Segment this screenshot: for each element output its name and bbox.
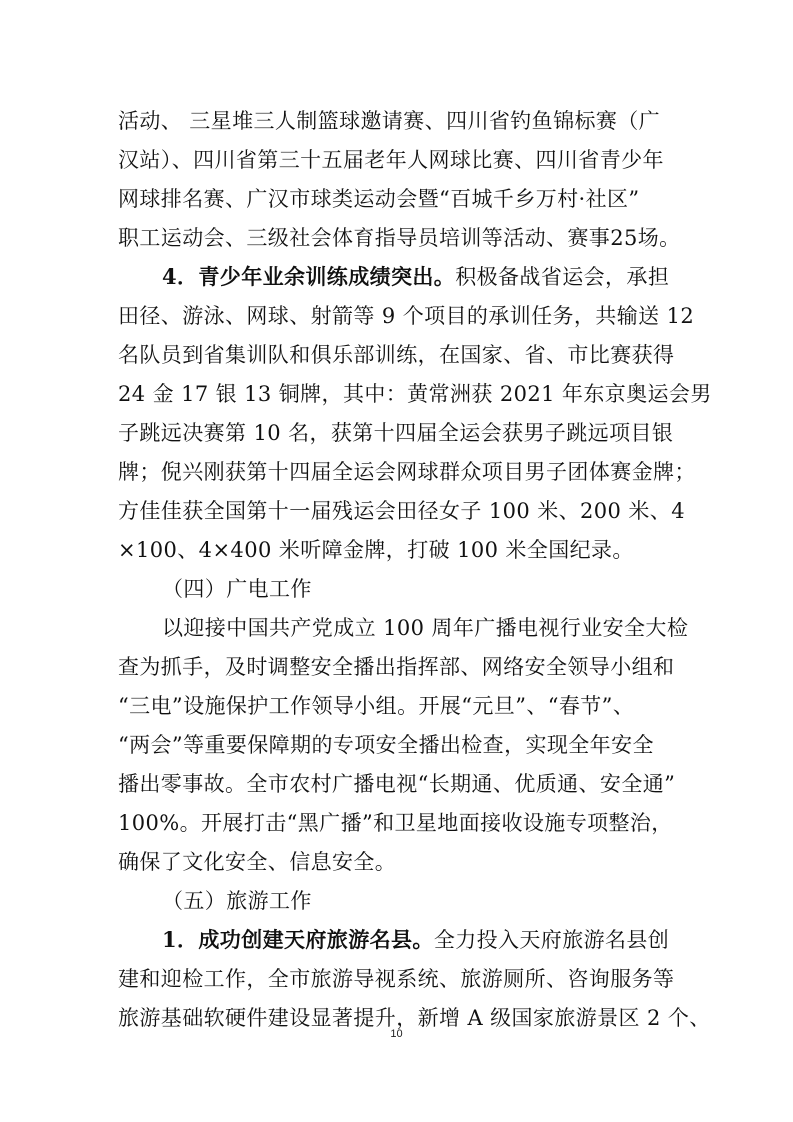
body-line: 方佳佳获全国第十一届残运会田径女子 100 米、200 米、4 xyxy=(118,499,685,523)
section-4-heading: （四）广电工作 xyxy=(162,577,312,601)
body-line: 播出零事故。全市农村广播电视“长期通、优质通、安全通” xyxy=(118,772,676,796)
body-line: “三电”设施保护工作领导小组。开展“元旦”、“春节”、 xyxy=(118,694,635,718)
item-4-first-line xyxy=(162,263,722,291)
body-line: 子跳远决赛第 10 名，获第十四届全运会获男子跳远项目银 xyxy=(118,421,674,445)
item-4-first-line-text: 积极备战省运会，承担 xyxy=(455,265,670,289)
item-1-heading: 1．成功创建天府旅游名县。 xyxy=(162,927,434,952)
item-1-first-line xyxy=(162,926,722,954)
section-5-heading: （五）旅游工作 xyxy=(162,889,312,913)
body-line: ×100、4×400 米听障金牌，打破 100 米全国纪录。 xyxy=(118,538,634,562)
body-line: 24 金 17 银 13 铜牌，其中：黄常洲获 2021 年东京奥运会男 xyxy=(118,382,712,406)
body-line: 100%。开展打击“黑广播”和卫星地面接收设施专项整治， xyxy=(118,811,673,835)
body-line: 查为抓手，及时调整安全播出指挥部、网络安全领导小组和 xyxy=(118,655,675,679)
body-line: 建和迎检工作，全市旅游导视系统、旅游厕所、咨询服务等 xyxy=(118,967,675,991)
body-line: “两会”等重要保障期的专项安全播出检查，实现全年安全 xyxy=(118,733,654,757)
body-line: 职工运动会、三级社会体育指导员培训等活动、赛事25场。 xyxy=(118,226,681,250)
body-line: 牌；倪兴刚获第十四届全运会网球群众项目男子团体赛金牌； xyxy=(118,460,696,484)
item-4-heading: 4．青少年业余训练成绩突出。 xyxy=(162,264,456,289)
body-line: 以迎接中国共产党成立 100 周年广播电视行业安全大检 xyxy=(162,616,689,640)
body-line: 汉站）、四川省第三十五届老年人网球比赛、四川省青少年 xyxy=(118,148,664,172)
body-line: 网球排名赛、广汉市球类运动会暨“百城千乡万村·社区” xyxy=(118,187,640,211)
body-line: 名队员到省集训队和俱乐部训练，在国家、省、市比赛获得 xyxy=(118,343,675,367)
item-1-first-line-text: 全力投入天府旅游名县创 xyxy=(433,928,670,952)
body-line: 活动、 三星堆三人制篮球邀请赛、四川省钓鱼锦标赛（广 xyxy=(118,109,661,133)
body-line: 旅游基础软硬件建设显著提升，新增 A 级国家旅游景区 2 个、 xyxy=(118,1006,711,1030)
page-number: 10 xyxy=(390,1028,403,1040)
body-line: 田径、游泳、网球、射箭等 9 个项目的承训任务，共输送 12 xyxy=(118,304,695,328)
body-line: 确保了文化安全、信息安全。 xyxy=(118,850,397,874)
